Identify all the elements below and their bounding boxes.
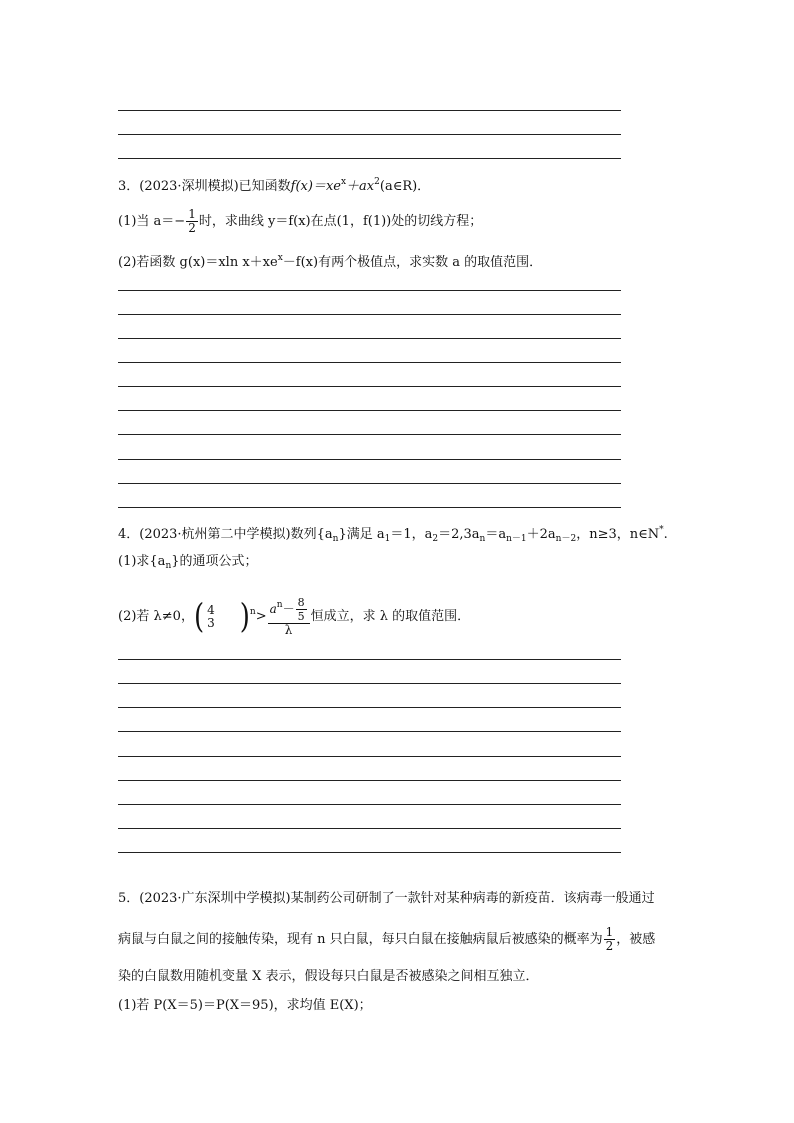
answer-line xyxy=(118,804,621,805)
fraction-lambda: $a^n-$ $\frac{8}{5}$ λ xyxy=(268,596,310,637)
answer-line xyxy=(118,828,621,829)
answer-line xyxy=(118,659,621,660)
question-5-line-3: 染的白鼠数用随机变量 X 表示，假设每只白鼠是否被感染之间相互独立． xyxy=(118,969,539,984)
question-4-header: 4．(2023·杭州第二中学模拟)数列$\{a_n\}$满足 $a_1=1$，$a_2=2,3a_n=a_{n-1}+2a_{n-2}$，n≥3，n∈N*. xyxy=(118,525,668,544)
answer-line xyxy=(118,290,621,291)
answer-line xyxy=(118,459,621,460)
question-5-line-2: 病鼠与白鼠之间的接触传染，现有 n 只白鼠，每只白鼠在接触病鼠后被感染的概率为 $\frac{1}{2}$ ，被感 xyxy=(118,925,656,953)
answer-line xyxy=(118,434,621,435)
answer-line xyxy=(118,338,621,339)
question-4-part-1: (1)求$\{a_n\}$的通项公式； xyxy=(118,554,258,571)
answer-line xyxy=(118,507,621,508)
question-3-part-2: (2)若函数 g(x)＝xln $x+xe^x-f(x)$有两个极值点，求实数 a 的取值范围． xyxy=(118,253,543,270)
question-4-part-2: (2)若 λ≠0，( 4 3 )$^n$> $a^n-$ $\frac{8}{5}$ λ 恒成立，求 λ 的取值范围． xyxy=(118,596,471,637)
question-5-line-4: (1)若 P(X＝5)＝P(X＝95)，求均值 E(X)； xyxy=(118,998,372,1013)
answer-line xyxy=(118,731,621,732)
answer-line xyxy=(118,362,621,363)
fraction-four-thirds: 4 3 xyxy=(207,602,215,630)
answer-line xyxy=(118,852,621,853)
answer-line xyxy=(118,707,621,708)
answer-line xyxy=(118,683,621,684)
fraction-one-half: $\frac{1}{2}$ xyxy=(605,925,614,953)
answer-line xyxy=(118,158,621,159)
answer-line xyxy=(118,410,621,411)
fraction-one-half: $\frac{1}{2}$ xyxy=(188,207,196,235)
answer-line xyxy=(118,314,621,315)
answer-line xyxy=(118,134,621,135)
answer-line xyxy=(118,780,621,781)
question-3-part-1: (1)当 a＝− $\frac{1}{2}$ 时，求曲线 y＝f(x)在点(1，f(1))处的切线方程； xyxy=(118,207,483,235)
answer-line xyxy=(118,756,621,757)
question-3-header: 3．(2023·深圳模拟)已知函数$f(x)=xe^x+ax^2(a\in R)$． xyxy=(118,177,431,194)
question-5-line-1: 5．(2023·广东深圳中学模拟)某制药公司研制了一款针对某种病毒的新疫苗．该病毒一般通过 xyxy=(118,891,655,906)
answer-line xyxy=(118,483,621,484)
answer-line xyxy=(118,386,621,387)
answer-line xyxy=(118,110,621,111)
